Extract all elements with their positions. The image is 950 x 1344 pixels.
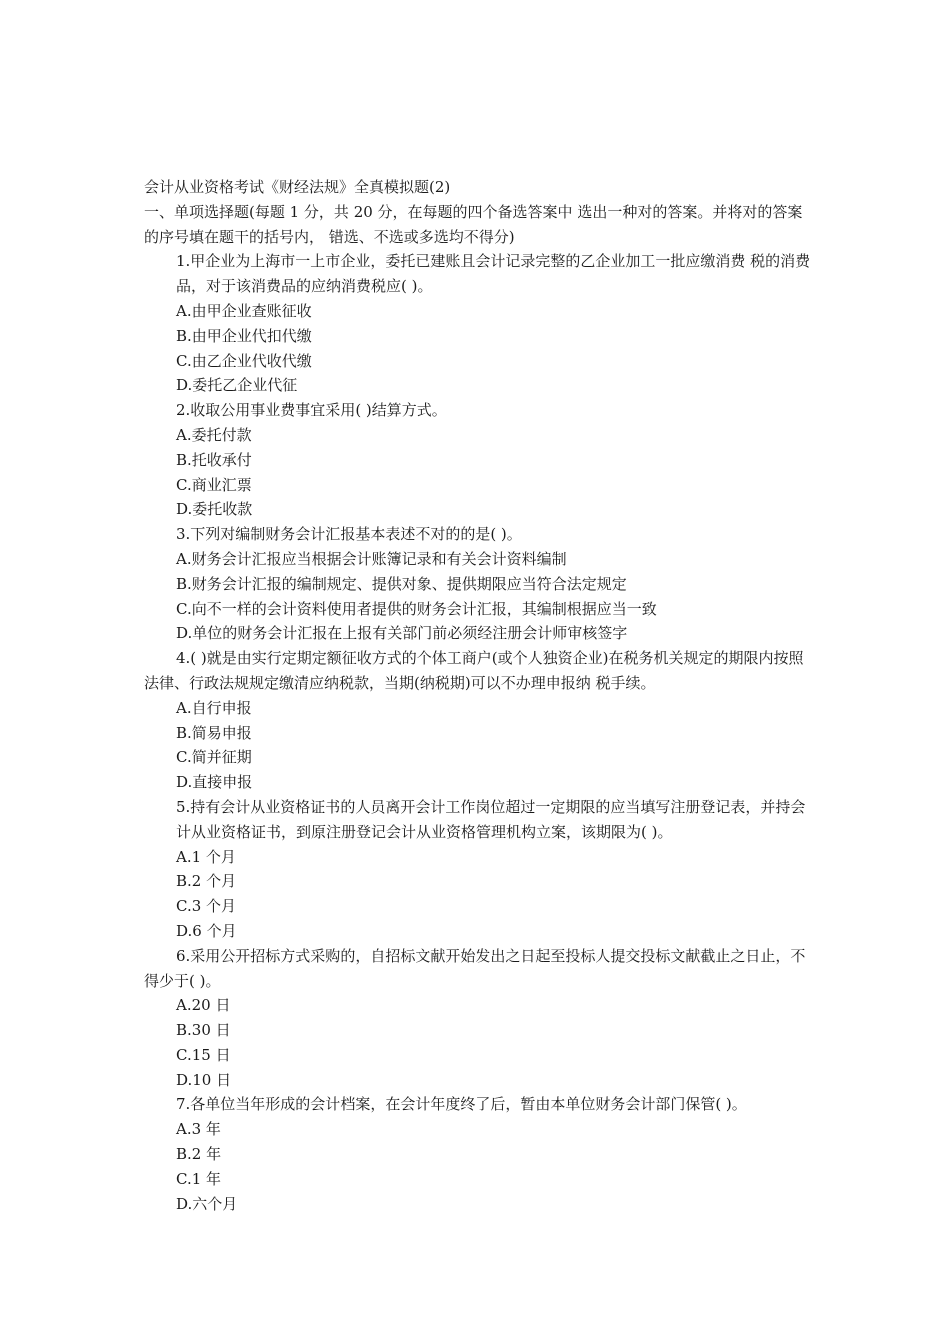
question-5-stem: 5.持有会计从业资格证书的人员离开会计工作岗位超过一定期限的应当填写注册登记表，并持会计从业资格证书，到原注册登记会计从业资格管理机构立案，该期限为( )。 xyxy=(176,797,806,841)
question-1-option-c: C.由乙企业代收代缴 xyxy=(176,351,312,370)
question-1-option-a: A.由甲企业查账征收 xyxy=(176,301,312,320)
question-3-option-a: A.财务会计汇报应当根据会计账簿记录和有关会计资料编制 xyxy=(176,549,567,568)
question-6-stem: 6.采用公开招标方式采购的，自招标文献开始发出之日起至投标人提交投标文献截止之日止，不得少于( )。 xyxy=(144,946,806,990)
question-4-option-b: B.简易申报 xyxy=(176,723,252,742)
question-6-option-b: B.30 日 xyxy=(176,1021,231,1040)
question-3-stem: 3.下列对编制财务会计汇报基本表述不对的的是( )。 xyxy=(176,525,522,544)
question-2-option-a: A.委托付款 xyxy=(176,425,252,444)
question-4-stem: 4.( )就是由实行定期定额征收方式的个体工商户(或个人独资企业)在税务机关规定的期限内按照法律、行政法规规定缴清应纳税款，当期(纳税期)可以不办理申报纳 税手续。 xyxy=(144,649,804,692)
question-6-option-c: C.15 日 xyxy=(176,1045,231,1064)
question-2-stem: 2.收取公用事业费事宜采用( )结算方式。 xyxy=(176,401,447,420)
question-5-option-b: B.2 个月 xyxy=(176,872,237,891)
question-5-option-a: A.1 个月 xyxy=(176,847,236,866)
question-6-option-d: D.10 日 xyxy=(176,1070,232,1089)
question-1-option-b: B.由甲企业代扣代缴 xyxy=(176,326,312,345)
document-body xyxy=(144,175,816,1216)
question-3-option-d: D.单位的财务会计汇报在上报有关部门前必须经注册会计师审核签字 xyxy=(176,624,628,643)
question-5-option-d: D.6 个月 xyxy=(176,921,237,940)
question-2-option-b: B.托收承付 xyxy=(176,450,252,469)
question-7-option-d: D.六个月 xyxy=(176,1194,238,1213)
question-4-option-a: A.自行申报 xyxy=(176,698,252,717)
question-3-option-c: C.向不一样的会计资料使用者提供的财务会计汇报，其编制根据应当一致 xyxy=(176,599,657,618)
section-intro: 一、单项选择题(每题 1 分，共 20 分，在每题的四个备选答案中 选出一种对的答案。并将对的答案的序号填在题干的括号内， 错选、不选或多选均不得分) xyxy=(144,202,803,246)
question-6-option-a: A.20 日 xyxy=(176,996,231,1015)
question-7-option-c: C.1 年 xyxy=(176,1169,222,1188)
question-5-option-c: C.3 个月 xyxy=(176,897,237,916)
question-2-option-d: D.委托收款 xyxy=(176,500,253,519)
question-4-option-d: D.直接申报 xyxy=(176,773,253,792)
question-1-option-d: D.委托乙企业代征 xyxy=(176,376,298,395)
question-4-option-c: C.简并征期 xyxy=(176,748,252,767)
question-7-stem: 7.各单位当年形成的会计档案，在会计年度终了后，暂由本单位财务会计部门保管( )。 xyxy=(176,1095,747,1114)
question-7-option-b: B.2 年 xyxy=(176,1145,222,1164)
question-2-option-c: C.商业汇票 xyxy=(176,475,252,494)
document-title: 会计从业资格考试《财经法规》全真模拟题(2) xyxy=(144,178,451,196)
question-7-option-a: A.3 年 xyxy=(176,1120,221,1139)
question-3-option-b: B.财务会计汇报的编制规定、提供对象、提供期限应当符合法定规定 xyxy=(176,574,627,593)
question-1-stem: 1.甲企业为上海市一上市企业，委托已建账且会计记录完整的乙企业加工一批应缴消费 税的消费品，对于该消费品的应纳消费税应( )。 xyxy=(176,252,811,296)
